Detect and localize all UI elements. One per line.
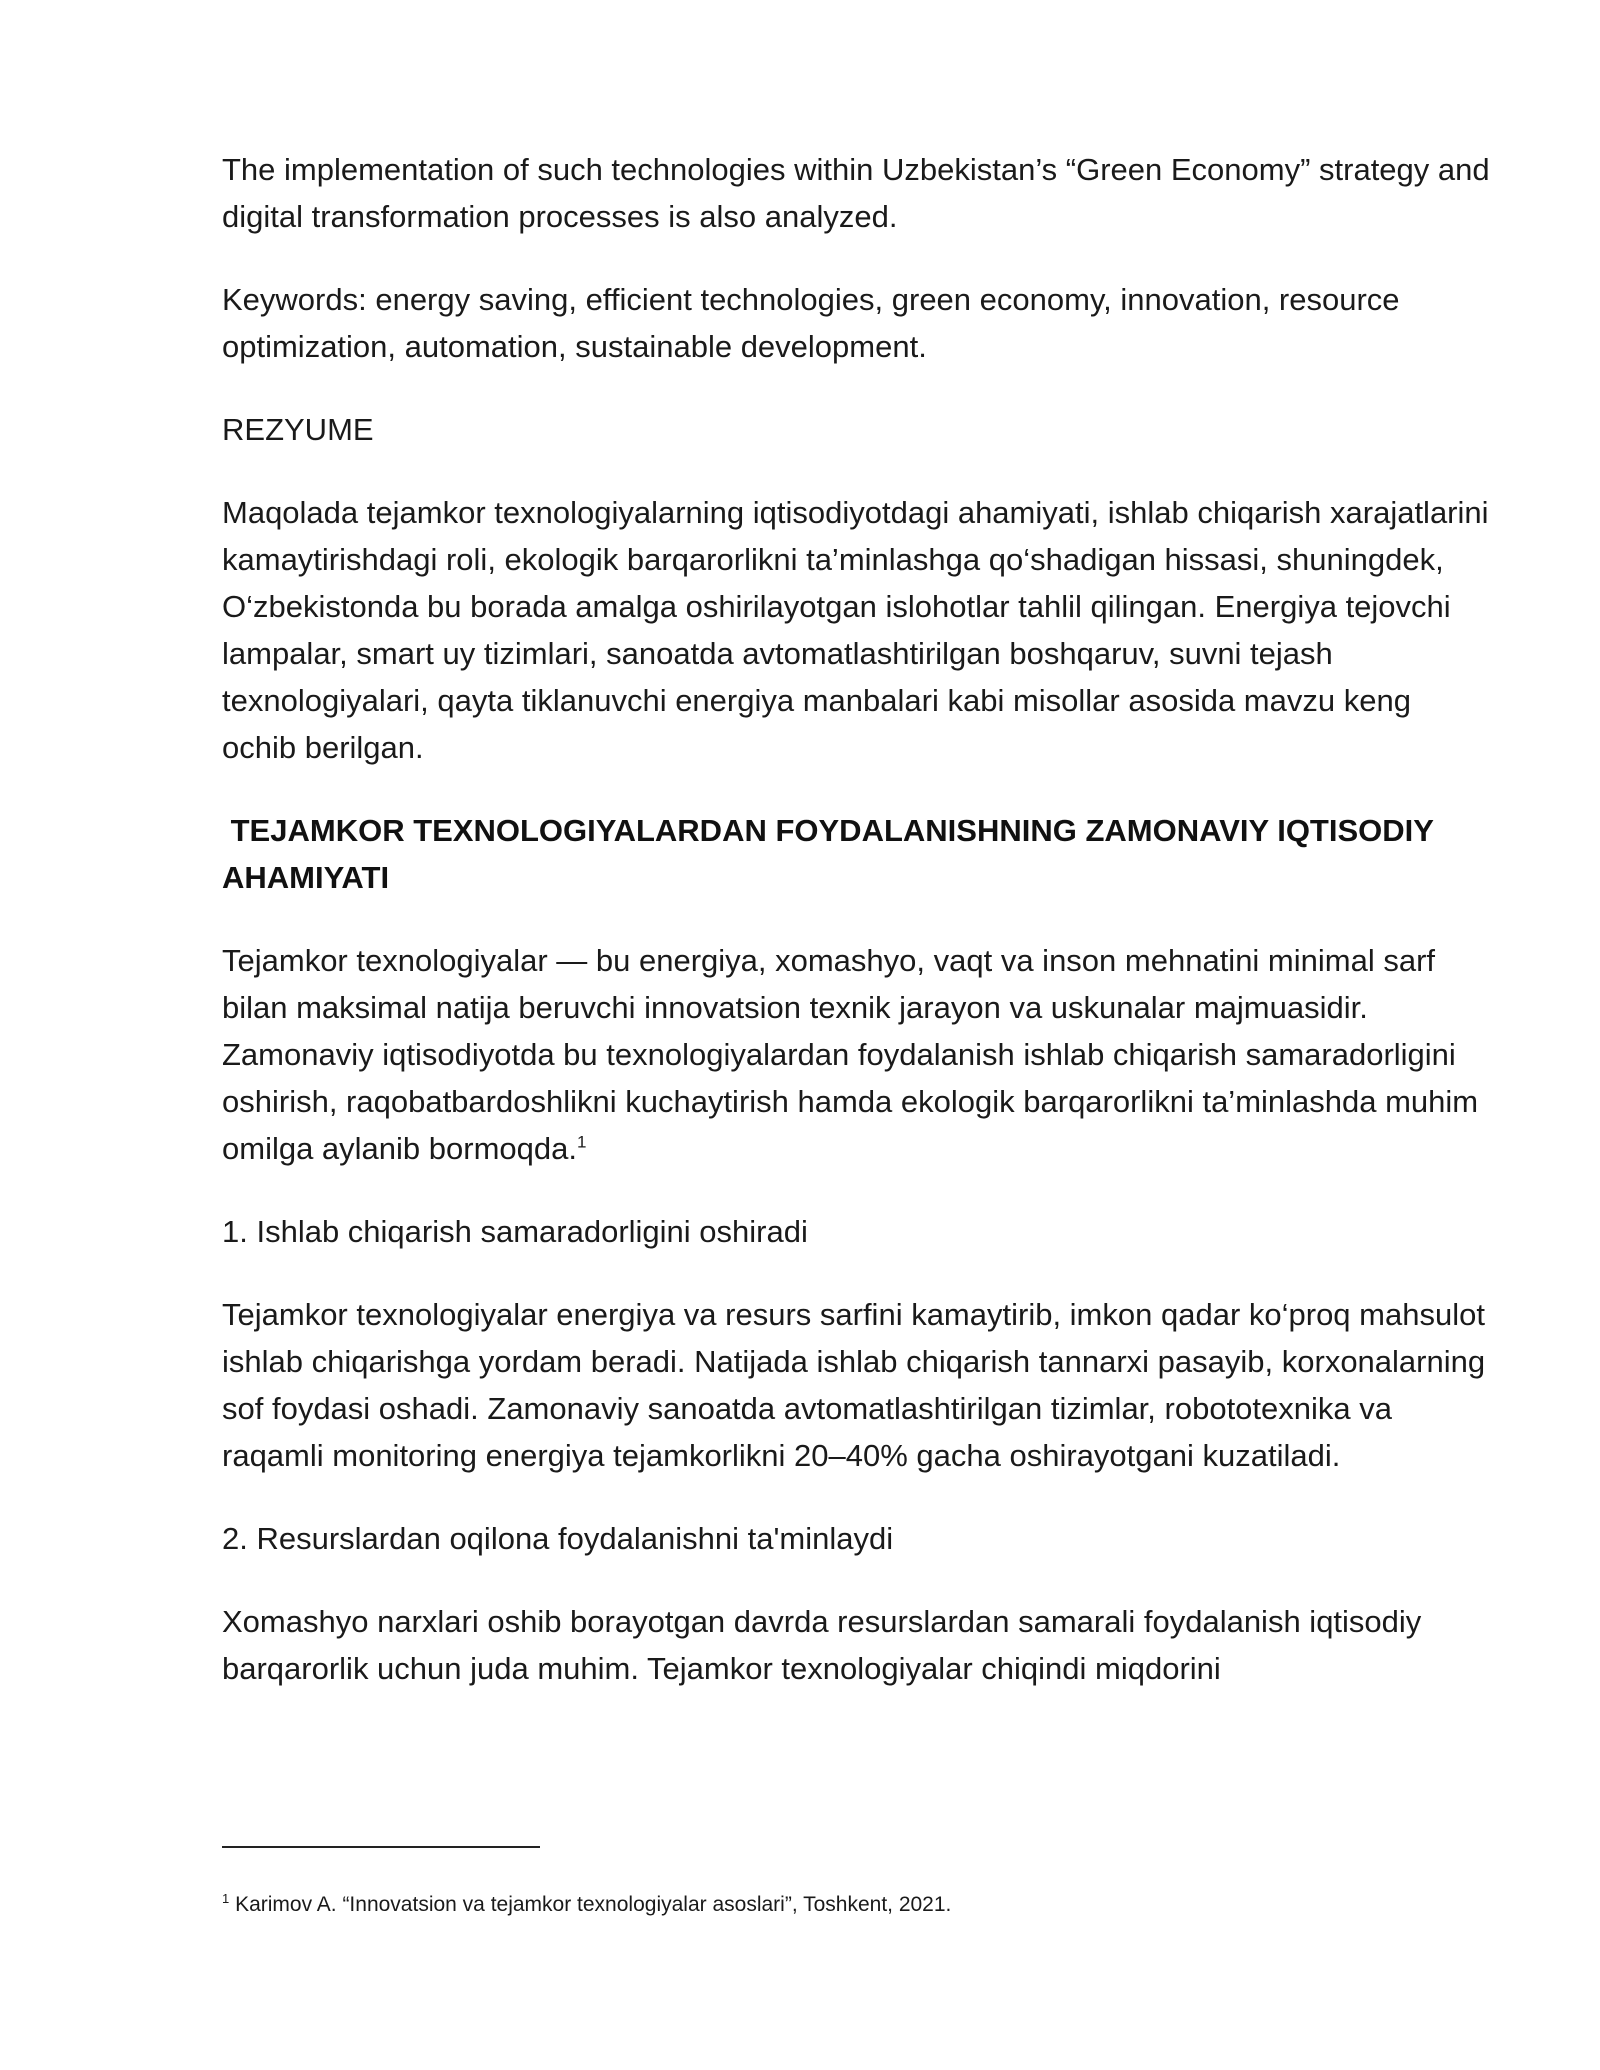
item1-paragraph: Tejamkor texnologiyalar energiya va resurs sarfini kamaytirib, imkon qadar ko‘proq mahsulot ishlab chiqarishga yordam beradi. Natijada ishlab chiqarish tannarxi pasayib, korxonalarning sof foydasi oshadi. Zamonaviy sanoatda avtomatlashtirilgan tizimlar, robototexnika va raqamli monitoring energiya tejamkorlikni 20–40% gacha oshirayotgani kuzatiladi.: [222, 1297, 1486, 1473]
intro-paragraph-text: Tejamkor texnologiyalar — bu energiya, xomashyo, vaqt va inson mehnatini minimal sarf bilan maksimal natija beruvchi innovatsion texnik jarayon va uskunalar majmuasidir. Zamonaviy iqtisodiyotda bu texnologiyalardan foydalanish ishlab chiqarish samaradorligini oshirish, raqobatbardoshlikni kuchaytirish hamda ekologik barqarorlikni ta’minlashda muhim omilga aylanib bormoqda.: [222, 943, 1479, 1166]
rezyume-heading: REZYUME: [222, 412, 374, 447]
abstract-paragraph: The implementation of such technologies within Uzbekistan’s “Green Economy” strategy and digital transformation processes is also analyzed.: [222, 152, 1490, 234]
item1-heading: 1. Ishlab chiqarish samaradorligini oshiradi: [222, 1214, 808, 1249]
footnote-text: Karimov A. “Innovatsion va tejamkor texnologiyalar asoslari”, Toshkent, 2021.: [229, 1893, 952, 1916]
section-heading: [222, 807, 1492, 901]
rezyume-paragraph: Maqolada tejamkor texnologiyalarning iqtisodiyotdagi ahamiyati, ishlab chiqarish xarajatlarini kamaytirishdagi roli, ekologik barqarorlikni ta’minlashga qo‘shadigan hissasi, shuningdek, O‘zbekistonda bu borada amalga oshirilayotgan islohotlar tahlil qilingan. Energiya tejovchi lampalar, smart uy tizimlari, sanoatda avtomatlashtirilgan boshqaruv, suvni tejash texnologiyalari, qayta tiklanuvchi energiya manbalari kabi misollar asosida mavzu keng ochib berilgan.: [222, 495, 1489, 765]
document-body: [222, 146, 1492, 1728]
item2-paragraph: Xomashyo narxlari oshib borayotgan davrda resurslardan samarali foydalanish iqtisodiy barqarorlik uchun juda muhim. Tejamkor texnologiyalar chiqindi miqdorini: [222, 1604, 1422, 1686]
item2-heading: 2. Resurslardan oqilona foydalanishni ta'minlaydi: [222, 1521, 894, 1556]
intro-paragraph: [222, 937, 1492, 1172]
footnote-divider: [222, 1846, 540, 1848]
footnote-reference[interactable]: 1: [577, 1132, 587, 1152]
footnote-number: 1: [222, 1891, 230, 1906]
footnote: [222, 1890, 1492, 1920]
keywords-paragraph: Keywords: energy saving, efficient technologies, green economy, innovation, resource optimization, automation, sustainable development.: [222, 282, 1400, 364]
section-heading-text: TEJAMKOR TEXNOLOGIYALARDAN FOYDALANISHNING ZAMONAVIY IQTISODIY AHAMIYATI: [222, 813, 1434, 895]
